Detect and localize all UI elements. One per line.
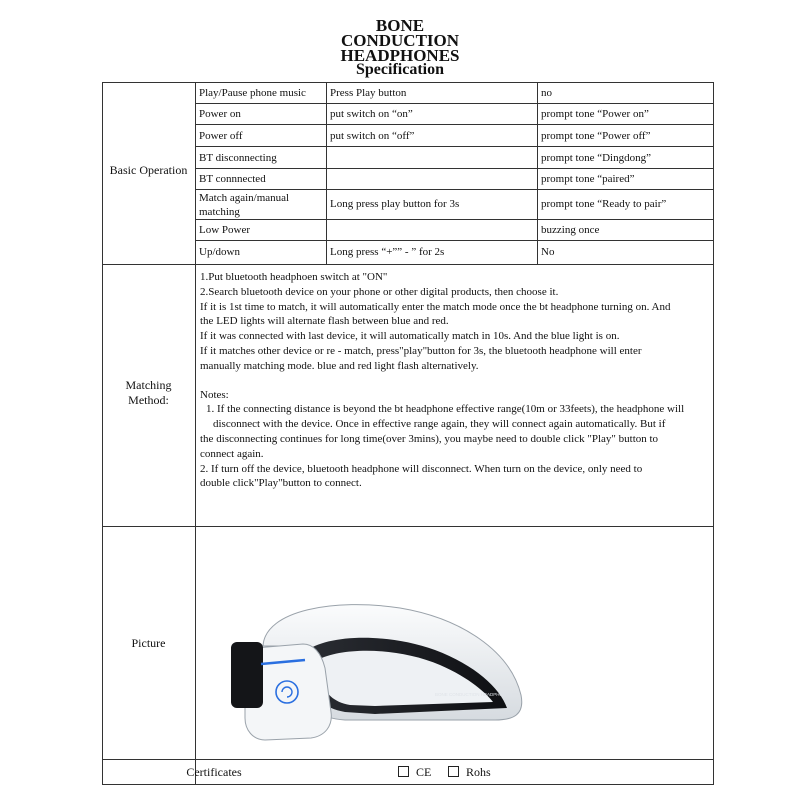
rohs-certificate: Rohs xyxy=(448,765,491,780)
matching-instructions xyxy=(200,270,710,491)
col-divider-1 xyxy=(195,82,196,785)
result-cell: prompt tone “Power off” xyxy=(541,130,651,142)
result-cell: prompt tone “Power on” xyxy=(541,108,649,120)
notes-title: Notes: xyxy=(200,388,229,401)
result-cell: buzzing once xyxy=(541,224,600,236)
matching-line: If it was connected with last device, it will automatically match in 10s. And the blue light is on. xyxy=(200,330,620,343)
func-cell: Power on xyxy=(199,108,241,120)
op-cell: put switch on “off” xyxy=(330,130,415,142)
doc-title-line2: CONDUCTION xyxy=(340,31,460,50)
row-line xyxy=(195,189,714,190)
certificates-label: Certificates xyxy=(186,765,242,779)
note-line: connect again. xyxy=(200,447,264,460)
matching-line: If it matches other device or re - match, press"play"button for 3s, the bluetooth headphone will enter xyxy=(200,344,642,357)
product-print: BONE CONDUCTION HEADPHONES xyxy=(435,692,513,697)
row-line xyxy=(195,146,714,147)
note-line: 1. If the connecting distance is beyond the bt headphone effective range(10m or 33feets), the headphone will xyxy=(206,403,685,416)
section-line xyxy=(102,526,714,527)
picture-label: Picture xyxy=(131,636,166,650)
matching-line: the LED lights will alternate flash between blue and red. xyxy=(200,315,449,328)
note-line: the disconnecting continues for long time(over 3mins), you maybe need to double click "Play" button to xyxy=(200,432,659,445)
func-cell: Up/down xyxy=(199,246,240,258)
headphone-product-image xyxy=(225,590,525,750)
func-cell: Play/Pause phone music xyxy=(199,87,306,99)
transducer-pad xyxy=(231,642,263,708)
result-cell: prompt tone “Ready to pair” xyxy=(541,198,667,210)
result-cell: No xyxy=(541,246,555,258)
op-cell: Long press “+”” - ” for 2s xyxy=(330,246,445,258)
func-cell: Low Power xyxy=(199,224,251,236)
matching-line: 2.Search bluetooth device on your phone or other digital products, then choose it. xyxy=(200,285,559,298)
section-line xyxy=(102,264,714,265)
result-cell: prompt tone “Dingdong” xyxy=(541,152,651,164)
row-line xyxy=(195,240,714,241)
op-cell: Long press play button for 3s xyxy=(330,198,460,210)
result-cell: prompt tone “paired” xyxy=(541,173,635,185)
row-line xyxy=(195,168,714,169)
func-cell: BT disconnecting xyxy=(199,152,277,164)
ce-certificate: CE xyxy=(398,765,431,780)
matching-label-line2: Method: xyxy=(128,393,169,407)
row-line xyxy=(195,103,714,104)
col-divider-2 xyxy=(326,82,327,264)
matching-method-label xyxy=(102,378,195,408)
matching-line: 1.Put bluetooth headphoen switch at "ON" xyxy=(200,271,388,283)
note-line: 2. If turn off the device, bluetooth headphone will disconnect. When turn on the device, only need to xyxy=(200,462,643,475)
matching-line: If it is 1st time to match, it will automatically enter the match mode once the bt headphone turning on. And xyxy=(200,300,671,313)
func-cell: BT connnected xyxy=(199,173,266,185)
doc-title-line3: HEADPHONES xyxy=(340,46,460,65)
func-cell: Power off xyxy=(199,130,243,142)
section-line xyxy=(102,759,714,760)
func-cell-cont: matching xyxy=(199,206,240,218)
doc-subtitle: Specification xyxy=(356,61,444,78)
matching-label-line1: Matching xyxy=(125,378,172,392)
matching-line: manually matching mode. blue and red light flash alternatively. xyxy=(200,359,479,372)
col-divider-3 xyxy=(537,82,538,264)
note-line: double click"Play"button to connect. xyxy=(200,477,362,490)
ce-checkbox-icon xyxy=(398,766,409,777)
result-cell: no xyxy=(541,87,552,99)
rohs-checkbox-icon xyxy=(448,766,459,777)
row-line xyxy=(195,219,714,220)
row-line xyxy=(195,124,714,125)
note-line: disconnect with the device. Once in effective range again, they will connect again automatically. But if xyxy=(213,418,666,431)
doc-title-line1: BONE xyxy=(375,16,425,35)
basic-operation-label: Basic Operation xyxy=(109,163,188,177)
op-cell: Press Play button xyxy=(330,87,407,99)
op-cell: put switch on “on” xyxy=(330,108,413,120)
func-cell: Match again/manual xyxy=(199,192,290,204)
